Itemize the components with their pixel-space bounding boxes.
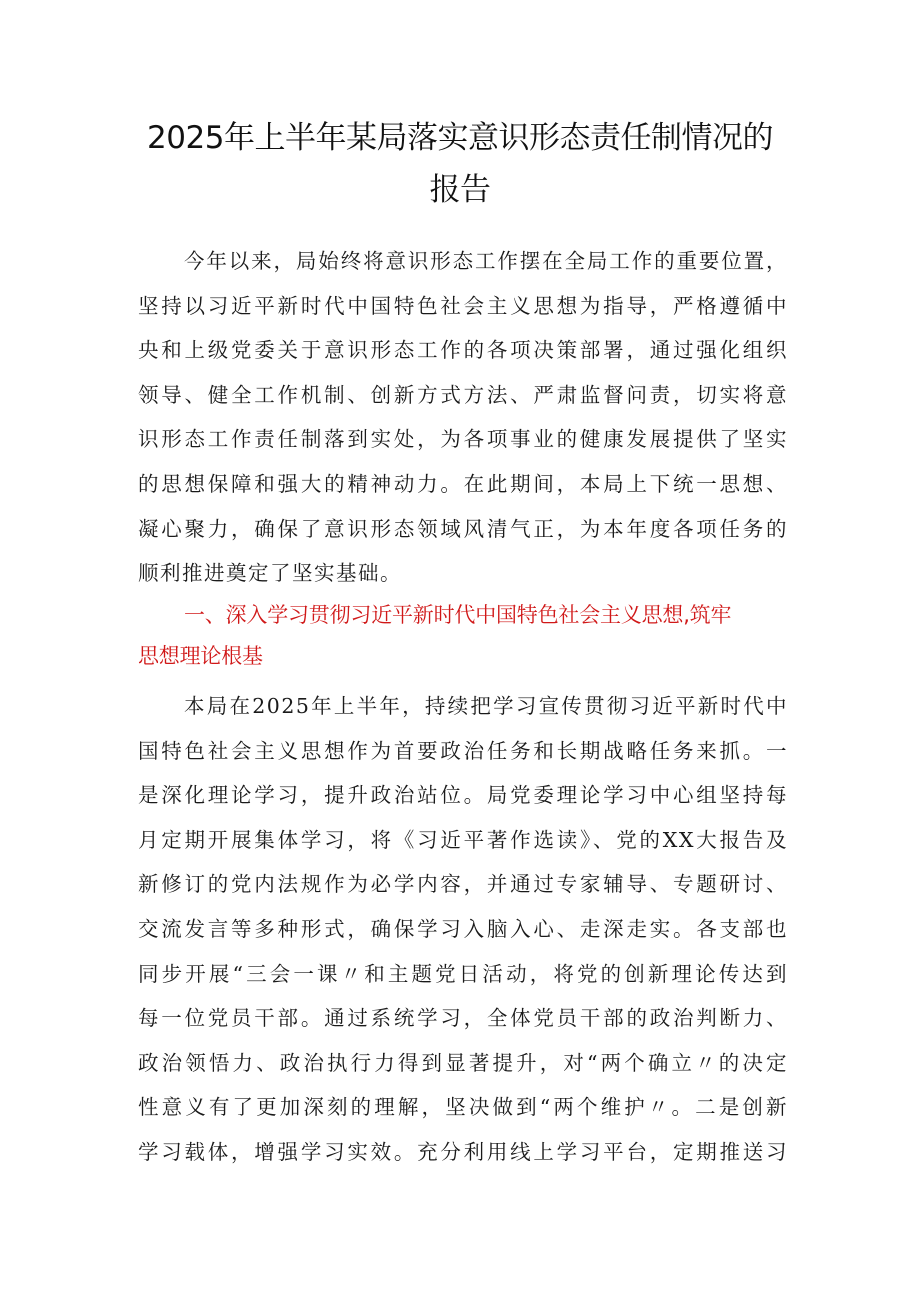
section-1-line: 是深化理论学习，提升政治站位。局党委理论学习中心组坚持每 [138, 783, 788, 808]
section-1-line: 本局在2025年上半年，持续把学习宣传贯彻习近平新时代中 [184, 694, 788, 718]
section-1-line: 新修订的党内法规作为必学内容，并通过专家辅导、专题研讨、 [138, 872, 788, 897]
intro-line: 的思想保障和强大的精神动力。在此期间，本局上下统一思想、 [138, 471, 788, 496]
intro-paragraph [138, 239, 788, 596]
intro-line: 坚持以习近平新时代中国特色社会主义思想为指导，严格遵循中 [138, 293, 788, 318]
section-1-line: 国特色社会主义思想作为首要政治任务和长期战略任务来抓。一 [138, 738, 788, 763]
section-1-line: 同步开展“三会一课〃和主题党日活动，将党的创新理论传达到 [138, 961, 788, 986]
document-title [120, 112, 800, 216]
intro-line: 领导、健全工作机制、创新方式方法、严肃监督问责，切实将意 [138, 382, 788, 407]
intro-line: 今年以来，局始终将意识形态工作摆在全局工作的重要位置， [184, 249, 788, 273]
intro-line: 凝心聚力，确保了意识形态领域风清气正，为本年度各项任务的 [138, 516, 788, 541]
section-1-line: 学习载体，增强学习实效。充分利用线上学习平台，定期推送习 [138, 1139, 788, 1164]
intro-line: 顺利推进奠定了坚实基础。 [138, 561, 402, 586]
section-1-line: 月定期开展集体学习，将《习近平著作选读》、党的XX大报告及 [138, 827, 788, 852]
section-1-line: 政治领悟力、政治执行力得到显著提升，对“两个确立〃的决定 [138, 1050, 788, 1075]
section-1-line: 每一位党员干部。通过系统学习，全体党员干部的政治判断力、 [138, 1006, 788, 1031]
section-1-paragraph [138, 684, 788, 1175]
intro-line: 央和上级党委关于意识形态工作的各项决策部署，通过强化组织 [138, 338, 788, 363]
section-1-heading-line: 一、深入学习贯彻习近平新时代中国特色社会主义思想,筑牢 [184, 603, 732, 627]
section-1-line: 性意义有了更加深刻的理解，坚决做到“两个维护〃。二是创新 [138, 1095, 788, 1120]
title-line-2: 报告 [429, 172, 491, 208]
section-1-line: 交流发言等多种形式，确保学习入脑入心、走深走实。各支部也 [138, 916, 788, 941]
intro-line: 识形态工作责任制落到实处，为各项事业的健康发展提供了坚实 [138, 427, 788, 452]
section-1-heading [138, 595, 794, 677]
section-1-heading-line: 思想理论根基 [138, 644, 263, 668]
title-line-1: 2025年上半年某局落实意识形态责任制情况的 [147, 120, 773, 156]
